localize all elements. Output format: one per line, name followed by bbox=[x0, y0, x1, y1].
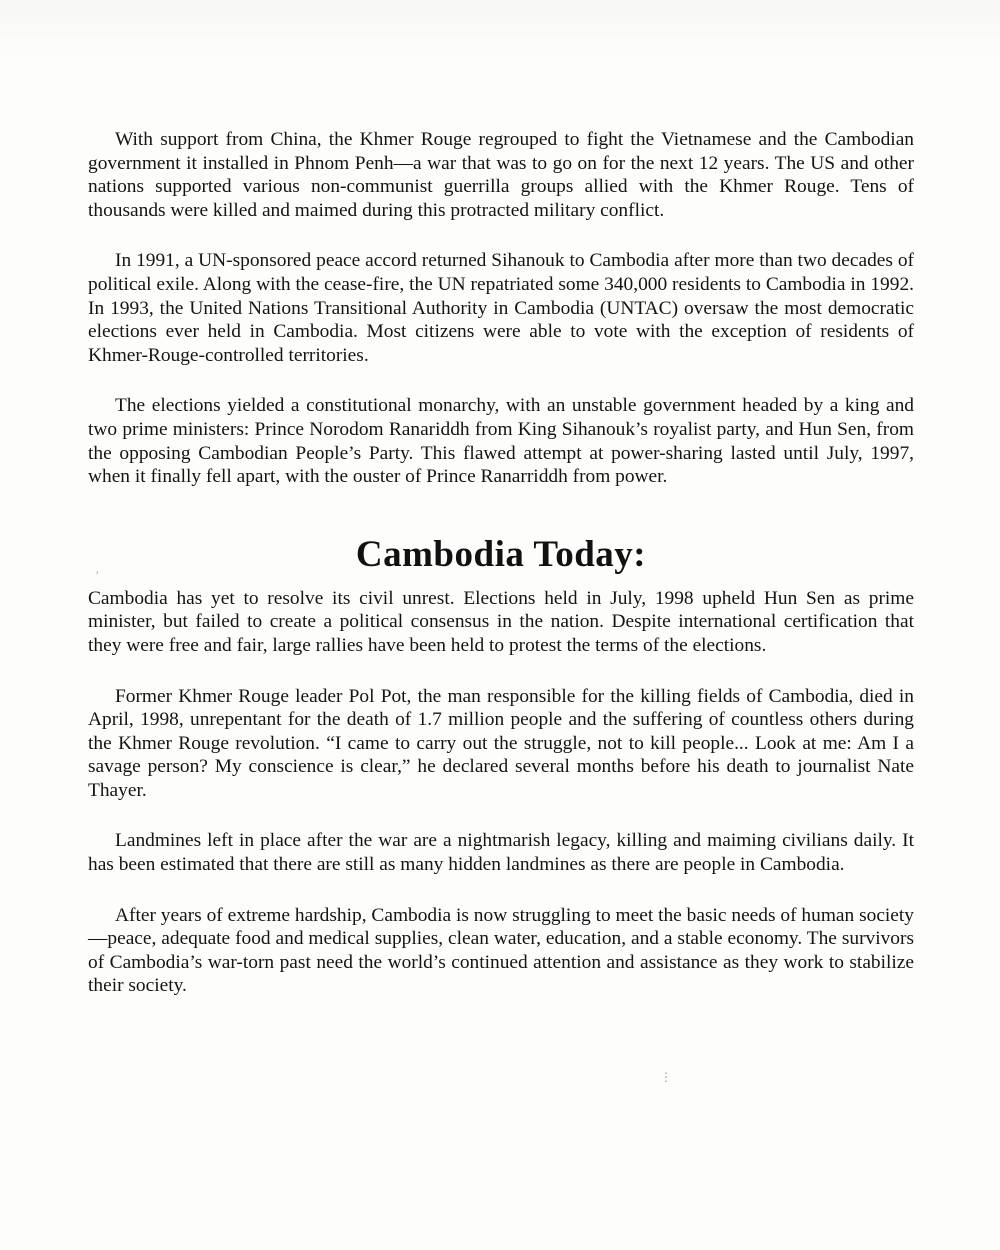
paragraph-civil-unrest: Cambodia has yet to resolve its civil unrest. Elections held in July, 1998 upheld Hun Sen as prime minister, but failed to create a political consensus in the nation. Despite international certification that they were free and fair, large rallies have been held to protest the terms of the elections. bbox=[88, 587, 914, 656]
paragraph-landmines: Landmines left in place after the war are a nightmarish legacy, killing and maiming civilians daily. It has been estimated that there are still as many hidden landmines as there are people in Cambodia. bbox=[88, 830, 914, 876]
paragraph-un-peace-accord: In 1991, a UN-sponsored peace accord returned Sihanouk to Cambodia after more than two decades of political exile. Along with the cease-fire, the UN repatriated some 340,000 residents to Cambodia in 1992. In 1993, the United Nations Transitional Authority in Cambodia (UNTAC) oversaw the most democratic elections ever held in Cambodia. Most citizens were able to vote with the exception of residents of Khmer-Rouge-controlled territories. bbox=[88, 250, 914, 366]
document-body bbox=[88, 128, 914, 998]
scan-edge bbox=[0, 0, 1000, 60]
paragraph-pol-pot: Former Khmer Rouge leader Pol Pot, the man responsible for the killing fields of Cambodia, died in April, 1998, unrepentant for the death of 1.7 million people and the suffering of countless others during the Khmer Rouge revolution. “I came to carry out the struggle, not to kill people... Look at me: Am I a savage person? My conscience is clear,” he declared several months before his death to journalist Nate Thayer. bbox=[88, 685, 914, 801]
section-title: Cambodia Today: bbox=[355, 533, 647, 575]
paragraph-basic-needs: After years of extreme hardship, Cambodia is now struggling to meet the basic needs of human society—peace, adequate food and medical supplies, clean water, education, and a stable economy. The survivors of Cambodia’s war-torn past need the world’s continued attention and assistance as they work to stabilize their society. bbox=[88, 904, 914, 997]
scan-speck: ′ bbox=[96, 568, 99, 582]
paragraph-khmer-rouge-war: With support from China, the Khmer Rouge regrouped to fight the Vietnamese and the Cambodian government it installed in Phnom Penh—a war that was to go on for the next 12 years. The US and other nations supported various non-communist guerrilla groups allied with the Khmer Rouge. Tens of thousands were killed and maimed during this protracted military conflict. bbox=[88, 129, 914, 221]
scan-speck: ⋮ bbox=[660, 1070, 672, 1084]
paragraph-constitutional-monarchy: The elections yielded a constitutional monarchy, with an unstable government headed by a king and two prime ministers: Prince Norodom Ranariddh from King Sihanouk’s royalist party, and Hun Sen, from the opposing Cambodian People’s Party. This flawed attempt at power-sharing lasted until July, 1997, when it finally fell apart, with the ouster of Prince Ranarriddh from power. bbox=[88, 395, 914, 488]
